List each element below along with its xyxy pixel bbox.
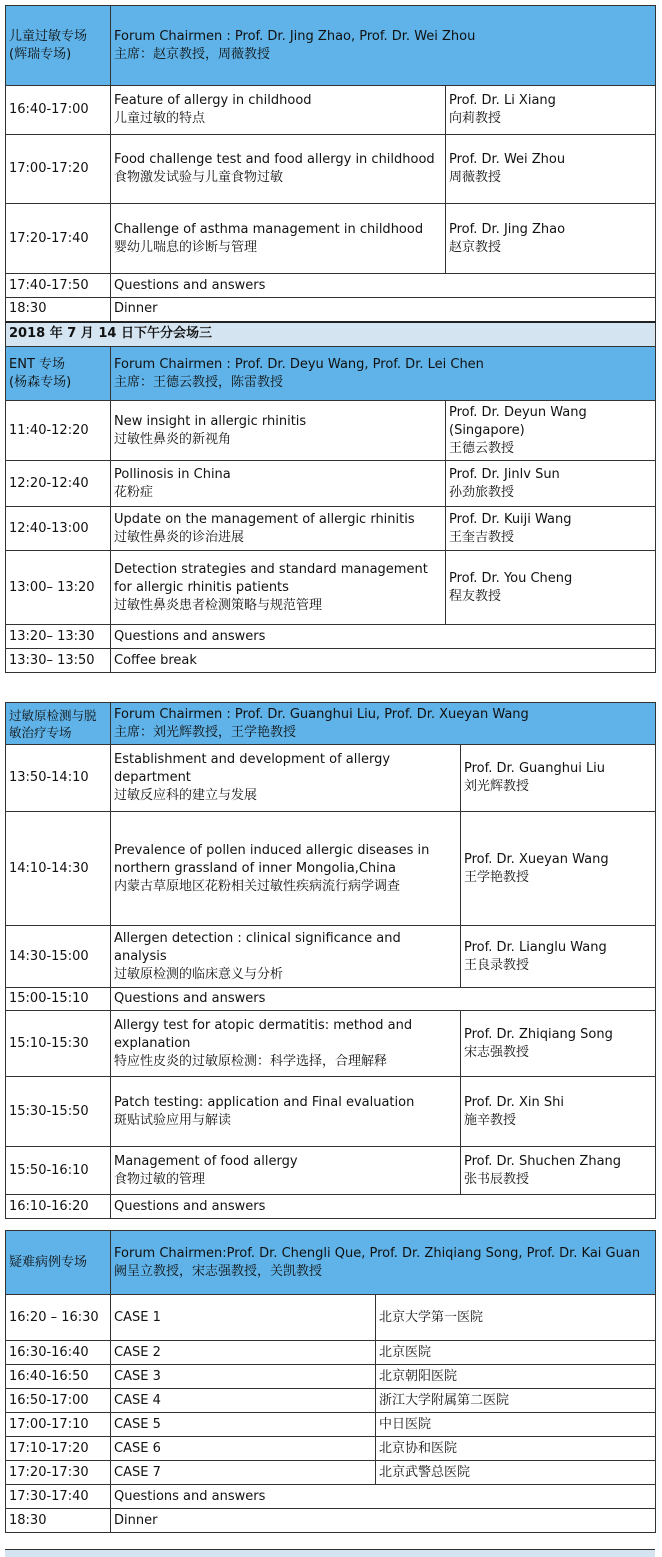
venue-line: 儿童过敏专场 — [9, 28, 88, 44]
speaker: Prof. Dr. Li Xiang 向莉教授 — [446, 86, 656, 135]
section-header-row — [6, 347, 656, 401]
speaker: Prof. Dr. Wei Zhou 周薇教授 — [446, 135, 656, 204]
speaker: Prof. Dr. Deyun Wang (Singapore) 王德云教授 — [446, 401, 656, 461]
chair-cell: Forum Chairmen:Prof. Dr. Chengli Que, Prof. Dr. Zhiqiang Song, Prof. Dr. Kai Guan 阙呈立教授，宋志强教授，关凯教授 — [111, 1231, 656, 1295]
table-row: 15:10-15:30 Allergy test for atopic dermatitis: method and explanation 特应性皮炎的过敏原检测：科学选择，合理解释 Prof. Dr. Zhiqiang Song 宋志强教授 — [6, 1011, 656, 1077]
table-row: 18:30 Dinner — [6, 1509, 656, 1533]
table-row: 16:40-16:50 CASE 3 北京朝阳医院 — [6, 1365, 656, 1389]
schedule-table — [5, 1230, 656, 1533]
venue-cell — [6, 1231, 111, 1295]
venue-line: 过敏原检测与脱敏治疗专场 — [9, 707, 97, 740]
talk-title: Prevalence of pollen induced allergic diseases in northern grassland of inner Mongolia,China 内蒙古草原地区花粉相关过敏性疾病流行病学调查 — [111, 812, 461, 926]
section-header-row — [6, 6, 656, 86]
table-row: 17:30-17:40 Questions and answers — [6, 1485, 656, 1509]
table-row: 13:00– 13:20 Detection strategies and standard management for allergic rhinitis patients 过敏性鼻炎患者检测策略与规范管理 Prof. Dr. You Cheng 程友教授 — [6, 551, 656, 625]
talk-title: Establishment and development of allergy department 过敏反应科的建立与发展 — [111, 745, 461, 812]
schedule-block-cases — [5, 1230, 655, 1548]
venue-line: (杨森专场) — [9, 374, 72, 390]
talk-title: Update on the management of allergic rhinitis 过敏性鼻炎的诊治进展 — [111, 507, 446, 551]
schedule-table — [5, 5, 656, 673]
speaker: Prof. Dr. Guanghui Liu 刘光辉教授 — [461, 745, 656, 812]
table-row: 15:30-15:50 Patch testing: application and Final evaluation 斑贴试验应用与解读 Prof. Dr. Xin Shi 施辛教授 — [6, 1077, 656, 1147]
date-row: 2018 年 7 月 14 日下午分会场三 — [6, 322, 656, 347]
talk-title: Allergy test for atopic dermatitis: method and explanation 特应性皮炎的过敏原检测：科学选择，合理解释 — [111, 1011, 461, 1077]
table-row: 17:10-17:20 CASE 6 北京协和医院 — [6, 1437, 656, 1461]
venue-line: (辉瑞专场) — [9, 46, 72, 62]
venue-cell — [6, 6, 111, 86]
speaker: Prof. Dr. You Cheng 程友教授 — [446, 551, 656, 625]
table-row: 11:40-12:20 New insight in allergic rhinitis 过敏性鼻炎的新视角 Prof. Dr. Deyun Wang (Singapore) 王德云教授 — [6, 401, 656, 461]
table-row: 16:40-17:00 Feature of allergy in childhood 儿童过敏的特点 Prof. Dr. Li Xiang 向莉教授 — [6, 86, 656, 135]
chair-cell: Forum Chairmen : Prof. Dr. Jing Zhao, Prof. Dr. Wei Zhou 主席：赵京教授，周薇教授 — [111, 6, 656, 86]
speaker: Prof. Dr. Lianglu Wang 王良录教授 — [461, 926, 656, 988]
section-header-row — [6, 703, 656, 745]
table-row: 14:10-14:30 Prevalence of pollen induced allergic diseases in northern grassland of inner Mongolia,China 内蒙古草原地区花粉相关过敏性疾病流行病学调查 Prof. Dr. Xueyan Wang 王学艳教授 — [6, 812, 656, 926]
table-row: 12:40-13:00 Update on the management of allergic rhinitis 过敏性鼻炎的诊治进展 Prof. Dr. Kuiji Wang 王奎吉教授 — [6, 507, 656, 551]
talk-title: Pollinosis in China 花粉症 — [111, 461, 446, 507]
table-row: 12:20-12:40 Pollinosis in China 花粉症 Prof. Dr. Jinlv Sun 孙劲旅教授 — [6, 461, 656, 507]
venue-cell — [6, 703, 111, 745]
table-row: 18:30 Dinner — [6, 298, 656, 322]
table-row: 13:20– 13:30 Questions and answers — [6, 625, 656, 649]
chair-cell: Forum Chairmen : Prof. Dr. Guanghui Liu, Prof. Dr. Xueyan Wang 主席：刘光辉教授，王学艳教授 — [111, 703, 656, 745]
talk-title: Challenge of asthma management in childhood 婴幼儿喘息的诊断与管理 — [111, 204, 446, 274]
speaker: Prof. Dr. Zhiqiang Song 宋志强教授 — [461, 1011, 656, 1077]
venue-cell — [6, 347, 111, 401]
table-row: 17:40-17:50 Questions and answers — [6, 274, 656, 298]
table-row: 13:50-14:10 Establishment and development of allergy department 过敏反应科的建立与发展 Prof. Dr. Guanghui Liu 刘光辉教授 — [6, 745, 656, 812]
talk-title: New insight in allergic rhinitis 过敏性鼻炎的新视角 — [111, 401, 446, 461]
table-row: 13:30– 13:50 Coffee break — [6, 649, 656, 673]
table-row: 14:30-15:00 Allergen detection : clinical significance and analysis 过敏原检测的临床意义与分析 Prof. Dr. Lianglu Wang 王良录教授 — [6, 926, 656, 988]
talk-title: Food challenge test and food allergy in childhood 食物激发试验与儿童食物过敏 — [111, 135, 446, 204]
talk-title: Patch testing: application and Final evaluation 斑贴试验应用与解读 — [111, 1077, 461, 1147]
schedule-block-allergen — [5, 702, 655, 1220]
table-row: 16:10-16:20 Questions and answers — [6, 1195, 656, 1219]
chair-cell: Forum Chairmen : Prof. Dr. Deyu Wang, Prof. Dr. Lei Chen 主席：王德云教授，陈雷教授 — [111, 347, 656, 401]
speaker: Prof. Dr. Xin Shi 施辛教授 — [461, 1077, 656, 1147]
table-row: 16:30-16:40 CASE 2 北京医院 — [6, 1341, 656, 1365]
talk-title: Management of food allergy 食物过敏的管理 — [111, 1147, 461, 1195]
section-header-row — [6, 1231, 656, 1295]
table-row: 17:20-17:40 Challenge of asthma management in childhood 婴幼儿喘息的诊断与管理 Prof. Dr. Jing Zhao 赵京教授 — [6, 204, 656, 274]
table-row: 17:20-17:30 CASE 7 北京武警总医院 — [6, 1461, 656, 1485]
talk-title: Feature of allergy in childhood 儿童过敏的特点 — [111, 86, 446, 135]
talk-title: Detection strategies and standard management for allergic rhinitis patients 过敏性鼻炎患者检测策略与规范管理 — [111, 551, 446, 625]
schedule-table — [5, 702, 656, 1219]
table-row: 17:00-17:10 CASE 5 中日医院 — [6, 1413, 656, 1437]
speaker: Prof. Dr. Xueyan Wang 王学艳教授 — [461, 812, 656, 926]
speaker: Prof. Dr. Jing Zhao 赵京教授 — [446, 204, 656, 274]
speaker: Prof. Dr. Kuiji Wang 王奎吉教授 — [446, 507, 656, 551]
table-row: 15:00-15:10 Questions and answers — [6, 988, 656, 1011]
table-row: 15:50-16:10 Management of food allergy 食物过敏的管理 Prof. Dr. Shuchen Zhang 张书辰教授 — [6, 1147, 656, 1195]
venue-line: 疑难病例专场 — [9, 1254, 88, 1270]
speaker: Prof. Dr. Shuchen Zhang 张书辰教授 — [461, 1147, 656, 1195]
speaker: Prof. Dr. Jinlv Sun 孙劲旅教授 — [446, 461, 656, 507]
table-row: 16:20 – 16:30 CASE 1 北京大学第一医院 — [6, 1295, 656, 1341]
table-row: 16:50-17:00 CASE 4 浙江大学附属第二医院 — [6, 1389, 656, 1413]
schedule-block-pediatric — [5, 5, 655, 689]
talk-title: Allergen detection : clinical significance and analysis 过敏原检测的临床意义与分析 — [111, 926, 461, 988]
venue-line: ENT 专场 — [9, 356, 66, 372]
table-row: 17:00-17:20 Food challenge test and food allergy in childhood 食物激发试验与儿童食物过敏 Prof. Dr. Wei Zhou 周薇教授 — [6, 135, 656, 204]
